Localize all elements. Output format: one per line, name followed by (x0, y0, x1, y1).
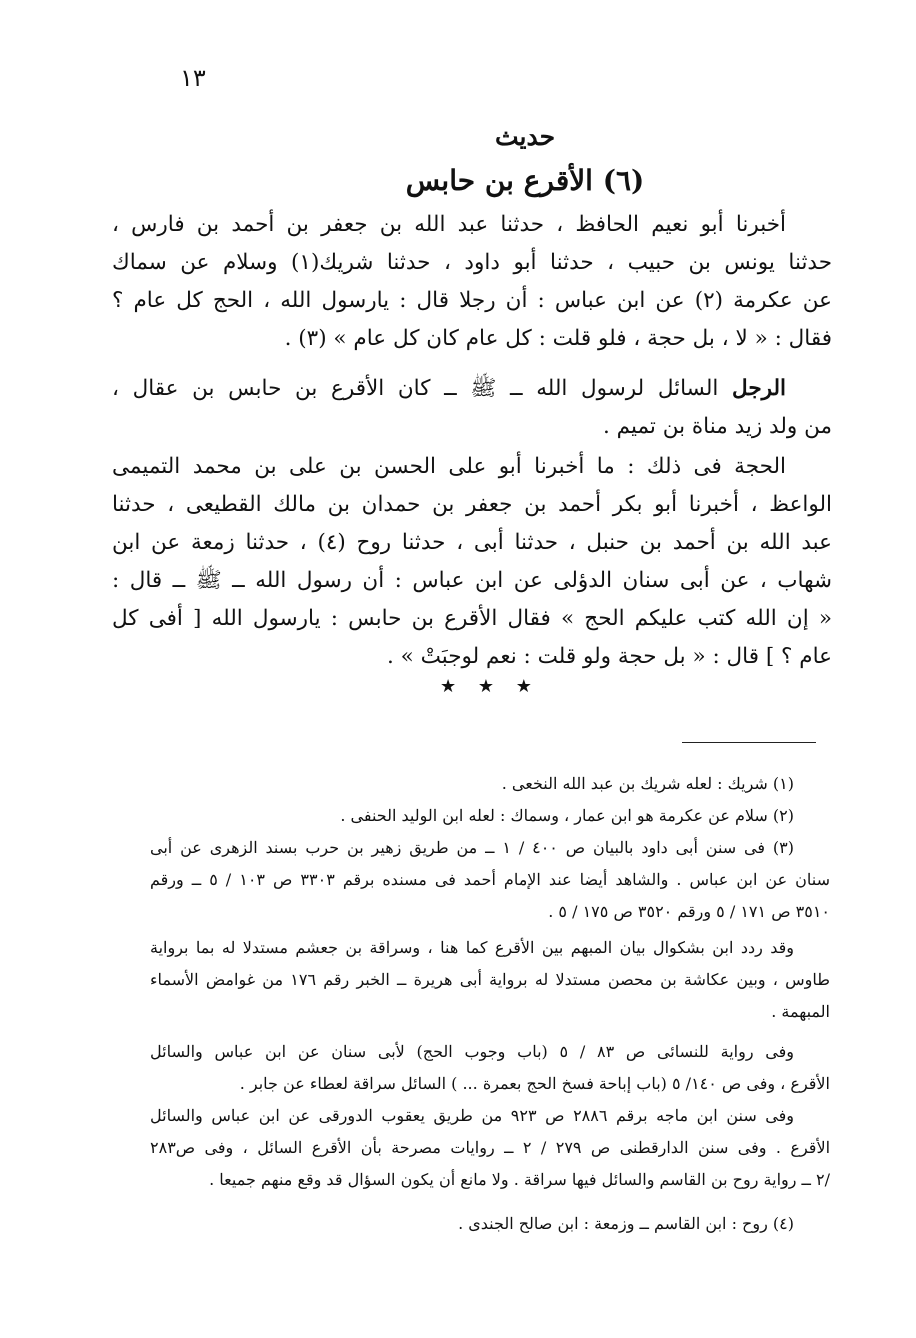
page-number: ١٣ (180, 64, 206, 92)
body-line: عن عكرمة (٢) عن ابن عباس : أن رجلا قال : يارسول الله ، الحج كل عام ؟ (112, 288, 832, 313)
body-line-rest: السائل لرسول الله ــ ﷺ ــ كان الأقرع بن حابس بن عقال ، (112, 376, 733, 401)
body-line: شهاب ، عن أبى سنان الدؤلى عن ابن عباس : أن رسول الله ــ ﷺ ــ قال : (112, 568, 832, 593)
footnote-3-line: سنان عن ابن عباس . والشاهد أيضا عند الإمام أحمد فى مسنده برقم ٣٣٠٣ ص ١٠٣ / ٥ ــ ورقم (150, 870, 830, 889)
footnote-3-nasai (150, 1036, 830, 1100)
footnote-line: وفى رواية للنسائى ص ٨٣ / ٥ (باب وجوب الحج) لأبى سنان عن ابن عباس والسائل (150, 1042, 795, 1061)
footnote-line: الأقرع ، وفى ص ١٤٠/ ٥ (باب إباحة فسخ الحج بعمرة ... ) السائل سراقة لعطاء عن جابر . (239, 1074, 830, 1093)
paragraph-isnad (112, 206, 832, 358)
footnote-line: الأقرع . وفى سنن الدارقطنى ص ٢٧٩ / ٢ ــ روايات مصرحة بأن الأقرع السائل ، وفى ص٢٨٣ (150, 1138, 830, 1157)
footnote-3-ibn-majah (150, 1100, 830, 1196)
body-line (112, 370, 832, 408)
footnote-2: (٢) سلام عن عكرمة هو ابن عمار ، وسماك : لعله ابن الوليد الحنفى . (340, 806, 794, 825)
footnote-line: /٢ ــ رواية روح بن القاسم والسائل فيها سراقة . ولا مانع أن يكون السؤال قد وقع منهم جميعا . (209, 1170, 830, 1189)
body-line: حدثنا يونس بن حبيب ، حدثنا أبو داود ، حدثنا شريك(١) وسلام عن سماك (112, 250, 832, 275)
section-divider-stars: ★ ★ ★ (440, 676, 540, 697)
body-line: « إن الله كتب عليكم الحج » فقال الأقرع بن حابس : يارسول الله [ أفى كل (112, 606, 832, 631)
footnote-3-line: (٣) فى سنن أبى داود بالبيان ص ٤٠٠ / ١ ــ من طريق زهير بن حرب بسند الزهرى عن أبى (150, 838, 795, 857)
paragraph-identification (112, 370, 832, 446)
footnotes-block (150, 768, 830, 928)
footnote-3-line: ٣٥١٠ ص ١٧١ / ٥ ورقم ٣٥٢٠ ص ١٧٥ / ٥ . (548, 902, 830, 921)
section-heading: حديث (494, 122, 556, 151)
footnote-separator (682, 742, 816, 743)
bold-lead-word: الرجل (732, 376, 786, 401)
body-line: عبد الله بن أحمد بن حنبل ، حدثنا أبى ، حدثنا روح (٤) ، حدثنا زمعة عن ابن (112, 530, 832, 555)
footnote-line: طاوس ، وبين عكاشة بن محصن مستدلا له برواية أبى هريرة ــ الخبر رقم ١٧٦ من غوامض الأسماء (150, 970, 830, 989)
footnote-3-continuation (150, 932, 830, 1028)
body-line: الحجة فى ذلك : ما أخبرنا أبو على الحسن بن على بن محمد التميمى (112, 454, 786, 479)
footnote-1: (١) شريك : لعله شريك بن عبد الله النخعى . (501, 774, 794, 793)
body-line: عام ؟ ] قال : « بل حجة ولو قلت : نعم لوجبَتْ » . (387, 644, 832, 669)
footnote-4: (٤) روح : ابن القاسم ــ وزمعة : ابن صالح الجندى . (458, 1214, 794, 1233)
body-line: أخبرنا أبو نعيم الحافظ ، حدثنا عبد الله بن جعفر بن أحمد بن فارس ، (112, 212, 786, 237)
footnote-line: المبهمة . (771, 1002, 830, 1021)
body-line: الواعظ ، أخبرنا أبو بكر أحمد بن جعفر بن حمدان بن مالك القطيعى ، حدثنا (112, 492, 832, 517)
body-line: فقال : « لا ، بل حجة ، فلو قلت : كل عام كان كل عام » (٣) . (284, 326, 832, 351)
footnote-line: وقد ردد ابن بشكوال بيان المبهم بين الأقرع كما هنا ، وسراقة بن جعشم مستدلا له بما برواية (150, 938, 794, 957)
footnote-line: وفى سنن ابن ماجه برقم ٢٨٨٦ ص ٩٢٣ من طريق يعقوب الدورقى عن ابن عباس والسائل (150, 1106, 795, 1125)
paragraph-evidence (112, 448, 832, 676)
hadith-title: (٦) الأقرع بن حابس (405, 164, 645, 197)
footnote-4-block (150, 1208, 830, 1240)
body-line: من ولد زيد مناة بن تميم . (603, 414, 832, 439)
